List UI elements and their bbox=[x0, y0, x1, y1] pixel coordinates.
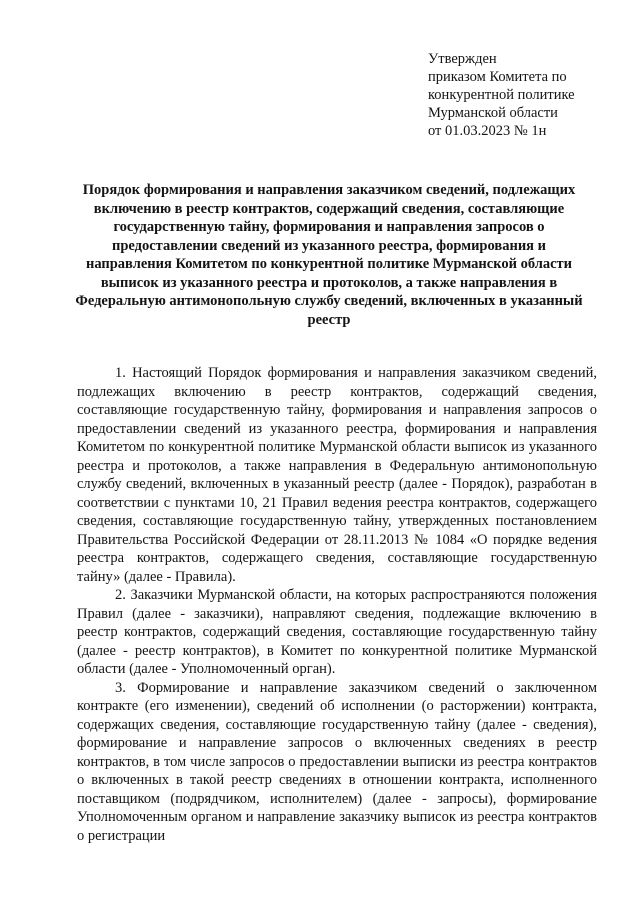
approval-line: от 01.03.2023 № 1н bbox=[428, 123, 547, 139]
approval-stamp bbox=[428, 50, 628, 140]
paragraph-3: 3. Формирование и направление заказчиком сведений о заключенном контракте (его изменении), сведений об исполнении (о расторжении) контракта, содержащих сведения, составляющие государственную тайну (далее - сведения), формирование и направление запросов о включенных сведениях в реестр контрактов, в том числе запросов о предоставлении выписки из реестра контрактов о включенных в такой реестр сведениях в отношении контракта, исполненного поставщиком (подрядчиком, исполнителем) (далее - запросы), формирование Уполномоченным органом и направление заказчику выписок из реестра контрактов о регистрации bbox=[77, 679, 597, 844]
approval-line: Мурманской области bbox=[428, 105, 558, 121]
approval-line: конкурентной политике bbox=[428, 87, 575, 103]
approval-line: Утвержден bbox=[428, 51, 497, 67]
paragraph-1: 1. Настоящий Порядок формирования и направления заказчиком сведений, подлежащих включению в реестр контрактов, содержащий сведения, составляющие государственную тайну, формирования и направления запросов о предоставлении сведений из указанного реестра, формирования и направления Комитетом по конкурентной политике Мурманской области выписок из указанного реестра и протоколов, а также направления в Федеральную антимонопольную службу сведений, включенных в указанный реестр (далее - Порядок), разработан в соответствии с пунктами 10, 21 Правил ведения реестра контрактов, содержащего сведения, составляющие государственную тайну, утвержденных постановлением Правительства Российской Федерации от 28.11.2013 № 1084 «О порядке ведения реестра контрактов, содержащего сведения, составляющие государственную тайну» (далее - Правила). bbox=[77, 365, 597, 585]
paragraph-2: 2. Заказчики Мурманской области, на которых распространяются положения Правил (далее - заказчики), направляют сведения, подлежащие включению в реестр контрактов, содержащий сведения, составляющие государственную тайну (далее - реестр контрактов), в Комитет по конкурентной политике Мурманской области (далее - Уполномоченный орган). bbox=[77, 587, 597, 677]
document-body bbox=[77, 364, 597, 845]
document-title: Порядок формирования и направления заказчиком сведений, подлежащих включению в реестр контрактов, содержащий сведения, составляющие государственную тайну, формирования и направления запросов о предоставлении сведений из указанного реестра, формирования и направления Комитетом по конкурентной политике Мурманской области выписок из указанного реестра и протоколов, а также направления в Федеральную антимонопольную службу сведений, включенных в указанный реестр bbox=[75, 182, 583, 328]
approval-line: приказом Комитета по bbox=[428, 69, 567, 85]
